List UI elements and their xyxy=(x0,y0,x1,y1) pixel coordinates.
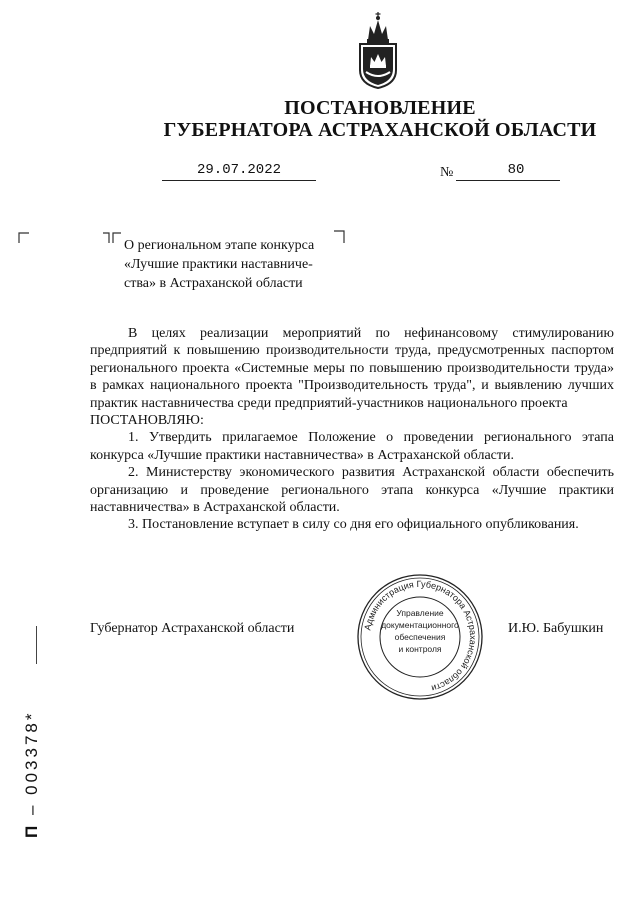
document-title: ПОСТАНОВЛЕНИЕ xyxy=(284,97,476,119)
document-date: 29.07.2022 xyxy=(196,162,281,178)
signer-name: И.Ю. Бабушкин xyxy=(508,621,604,636)
document-subject xyxy=(124,236,344,293)
stamp-inner-line: обеспечения xyxy=(394,632,446,642)
corner-mark-left xyxy=(18,232,30,244)
corner-mark-subject-left xyxy=(102,232,122,244)
preamble-paragraph: В целях реализации мероприятий по нефинансовому стимулированию предприятий к повышению производительности труда, предусмотренных паспортом регионального проекта «Системные меры по повышению производительности труда» в рамках национального проекта "Производительность труда", и выявлению лучших практик наставничества среди предприятий-участников национального проекта xyxy=(90,326,614,411)
margin-line xyxy=(36,626,37,664)
serial-code: – 003378* xyxy=(22,710,41,816)
document-body xyxy=(90,325,614,534)
document-number: 80 xyxy=(507,162,525,178)
serial-prefix: П xyxy=(22,822,41,838)
serial-number xyxy=(22,711,42,838)
coat-of-arms-emblem xyxy=(352,10,404,90)
stamp-inner-line: документационного xyxy=(381,620,459,630)
stamp-outer-text: Администрация Губернатора Астраханской области xyxy=(362,578,479,694)
body-item: 2. Министерству экономического развития Астраханской области обеспечить организацию и проведение регионального этапа конкурса «Лучшие практики наставничества» в Астраханской области. xyxy=(90,465,614,516)
stamp-inner-line: Управление xyxy=(396,608,444,618)
subject-line: О региональном этапе конкурса xyxy=(124,238,315,253)
official-stamp xyxy=(355,572,485,702)
document-issuer: ГУБЕРНАТОРА АСТРАХАНСКОЙ ОБЛАСТИ xyxy=(163,119,597,141)
subject-line: «Лучшие практики наставниче- xyxy=(124,257,313,272)
number-sign: № xyxy=(440,165,454,180)
signer-position: Губернатор Астраханской области xyxy=(90,621,295,636)
subject-line: ства» в Астраханской области xyxy=(124,276,303,291)
body-item: 1. Утвердить прилагаемое Положение о проведении регионального этапа конкурса «Лучшие практики наставничества» в Астраханской области. xyxy=(90,430,614,463)
stamp-inner-line: и контроля xyxy=(398,644,442,654)
resolve-heading: ПОСТАНОВЛЯЮ: xyxy=(90,413,204,429)
body-item: 3. Постановление вступает в силу со дня его официального опубликования. xyxy=(128,517,579,533)
